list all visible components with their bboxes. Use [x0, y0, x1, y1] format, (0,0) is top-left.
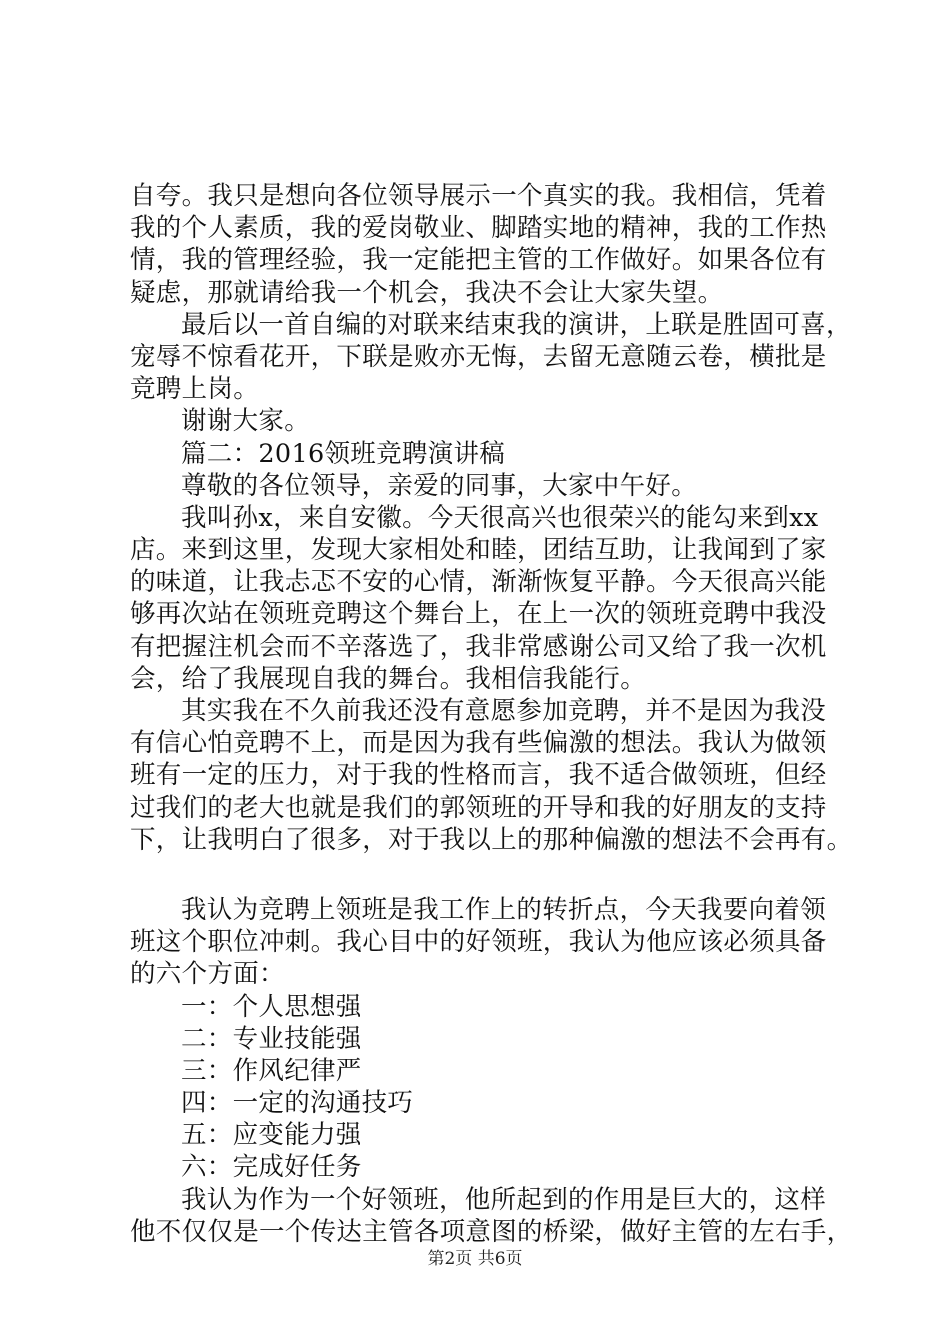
list-item: 一：个人思想强	[181, 991, 362, 1022]
paragraph-gap	[130, 856, 830, 894]
text-line: 有信心怕竞聘不上，而是因为我有些偏激的想法。我认为做领	[130, 728, 827, 759]
text-line: 的六个方面：	[130, 959, 285, 990]
text-line: 自夸。我只是想向各位领导展示一个真实的我。我相信，凭着	[130, 181, 827, 211]
text-line: 我的个人素质，我的爱岗敬业、脚踏实地的精神，我的工作热	[130, 213, 827, 244]
text-line: 班有一定的压力，对于我的性格而言，我不适合做领班，但经	[130, 760, 827, 791]
list-item: 二：专业技能强	[181, 1023, 362, 1054]
text-line: 尊敬的各位领导，亲爱的同事，大家中午好。	[181, 470, 698, 501]
text-line: 下，让我明白了很多，对于我以上的那种偏激的想法不会再有。	[130, 824, 853, 855]
text-line: 竞聘上岗。	[130, 374, 260, 405]
text-line: 疑虑，那就请给我一个机会，我决不会让大家失望。	[130, 277, 724, 308]
text-line: 最后以一首自编的对联来结束我的演讲，上联是胜固可喜，	[181, 309, 852, 340]
text-line: 情，我的管理经验，我一定能把主管的工作做好。如果各位有	[130, 245, 827, 276]
page-footer: 第2页 共6页	[427, 1249, 523, 1269]
text-line: 店。来到这里，发现大家相处和睦，团结互助，让我闻到了家	[130, 535, 827, 566]
text-line: 过我们的老大也就是我们的郭领班的开导和我的好朋友的支持	[130, 792, 827, 823]
document-body	[130, 180, 853, 1248]
text-line: 我认为竞聘上领班是我工作上的转折点，今天我要向着领	[181, 894, 827, 925]
text-line: 我认为作为一个好领班，他所起到的作用是巨大的，这样	[181, 1184, 827, 1215]
text-line: 会，给了我展现自我的舞台。我相信我能行。	[130, 663, 647, 694]
text-line: 其实我在不久前我还没有意愿参加竞聘，并不是因为我没	[181, 696, 827, 726]
text-line: 班这个职位冲刺。我心目中的好领班，我认为他应该必须具备	[130, 927, 827, 958]
text-line: 有把握注机会而不辛落选了，我非常感谢公司又给了我一次机	[130, 631, 827, 662]
text-line: 够再次站在领班竞聘这个舞台上，在上一次的领班竞聘中我没	[130, 599, 827, 630]
list-item: 四：一定的沟通技巧	[181, 1088, 414, 1119]
section-heading: 篇二：2016领班竞聘演讲稿	[181, 438, 506, 469]
list-item: 三：作风纪律严	[181, 1055, 362, 1086]
text-line: 宠辱不惊看花开，下联是败亦无悔，去留无意随云卷，横批是	[130, 341, 827, 372]
text-line: 谢谢大家。	[181, 406, 311, 437]
list-item: 五：应变能力强	[181, 1120, 362, 1151]
text-line: 我叫孙x，来自安徽。今天很高兴也很荣兴的能勾来到xx	[181, 502, 819, 533]
text-line: 的味道，让我忐忑不安的心情，渐渐恢复平静。今天很高兴能	[130, 567, 827, 598]
text-line: 他不仅仅是一个传达主管各项意图的桥梁，做好主管的左右手，	[130, 1216, 853, 1247]
list-item: 六：完成好任务	[181, 1152, 362, 1183]
